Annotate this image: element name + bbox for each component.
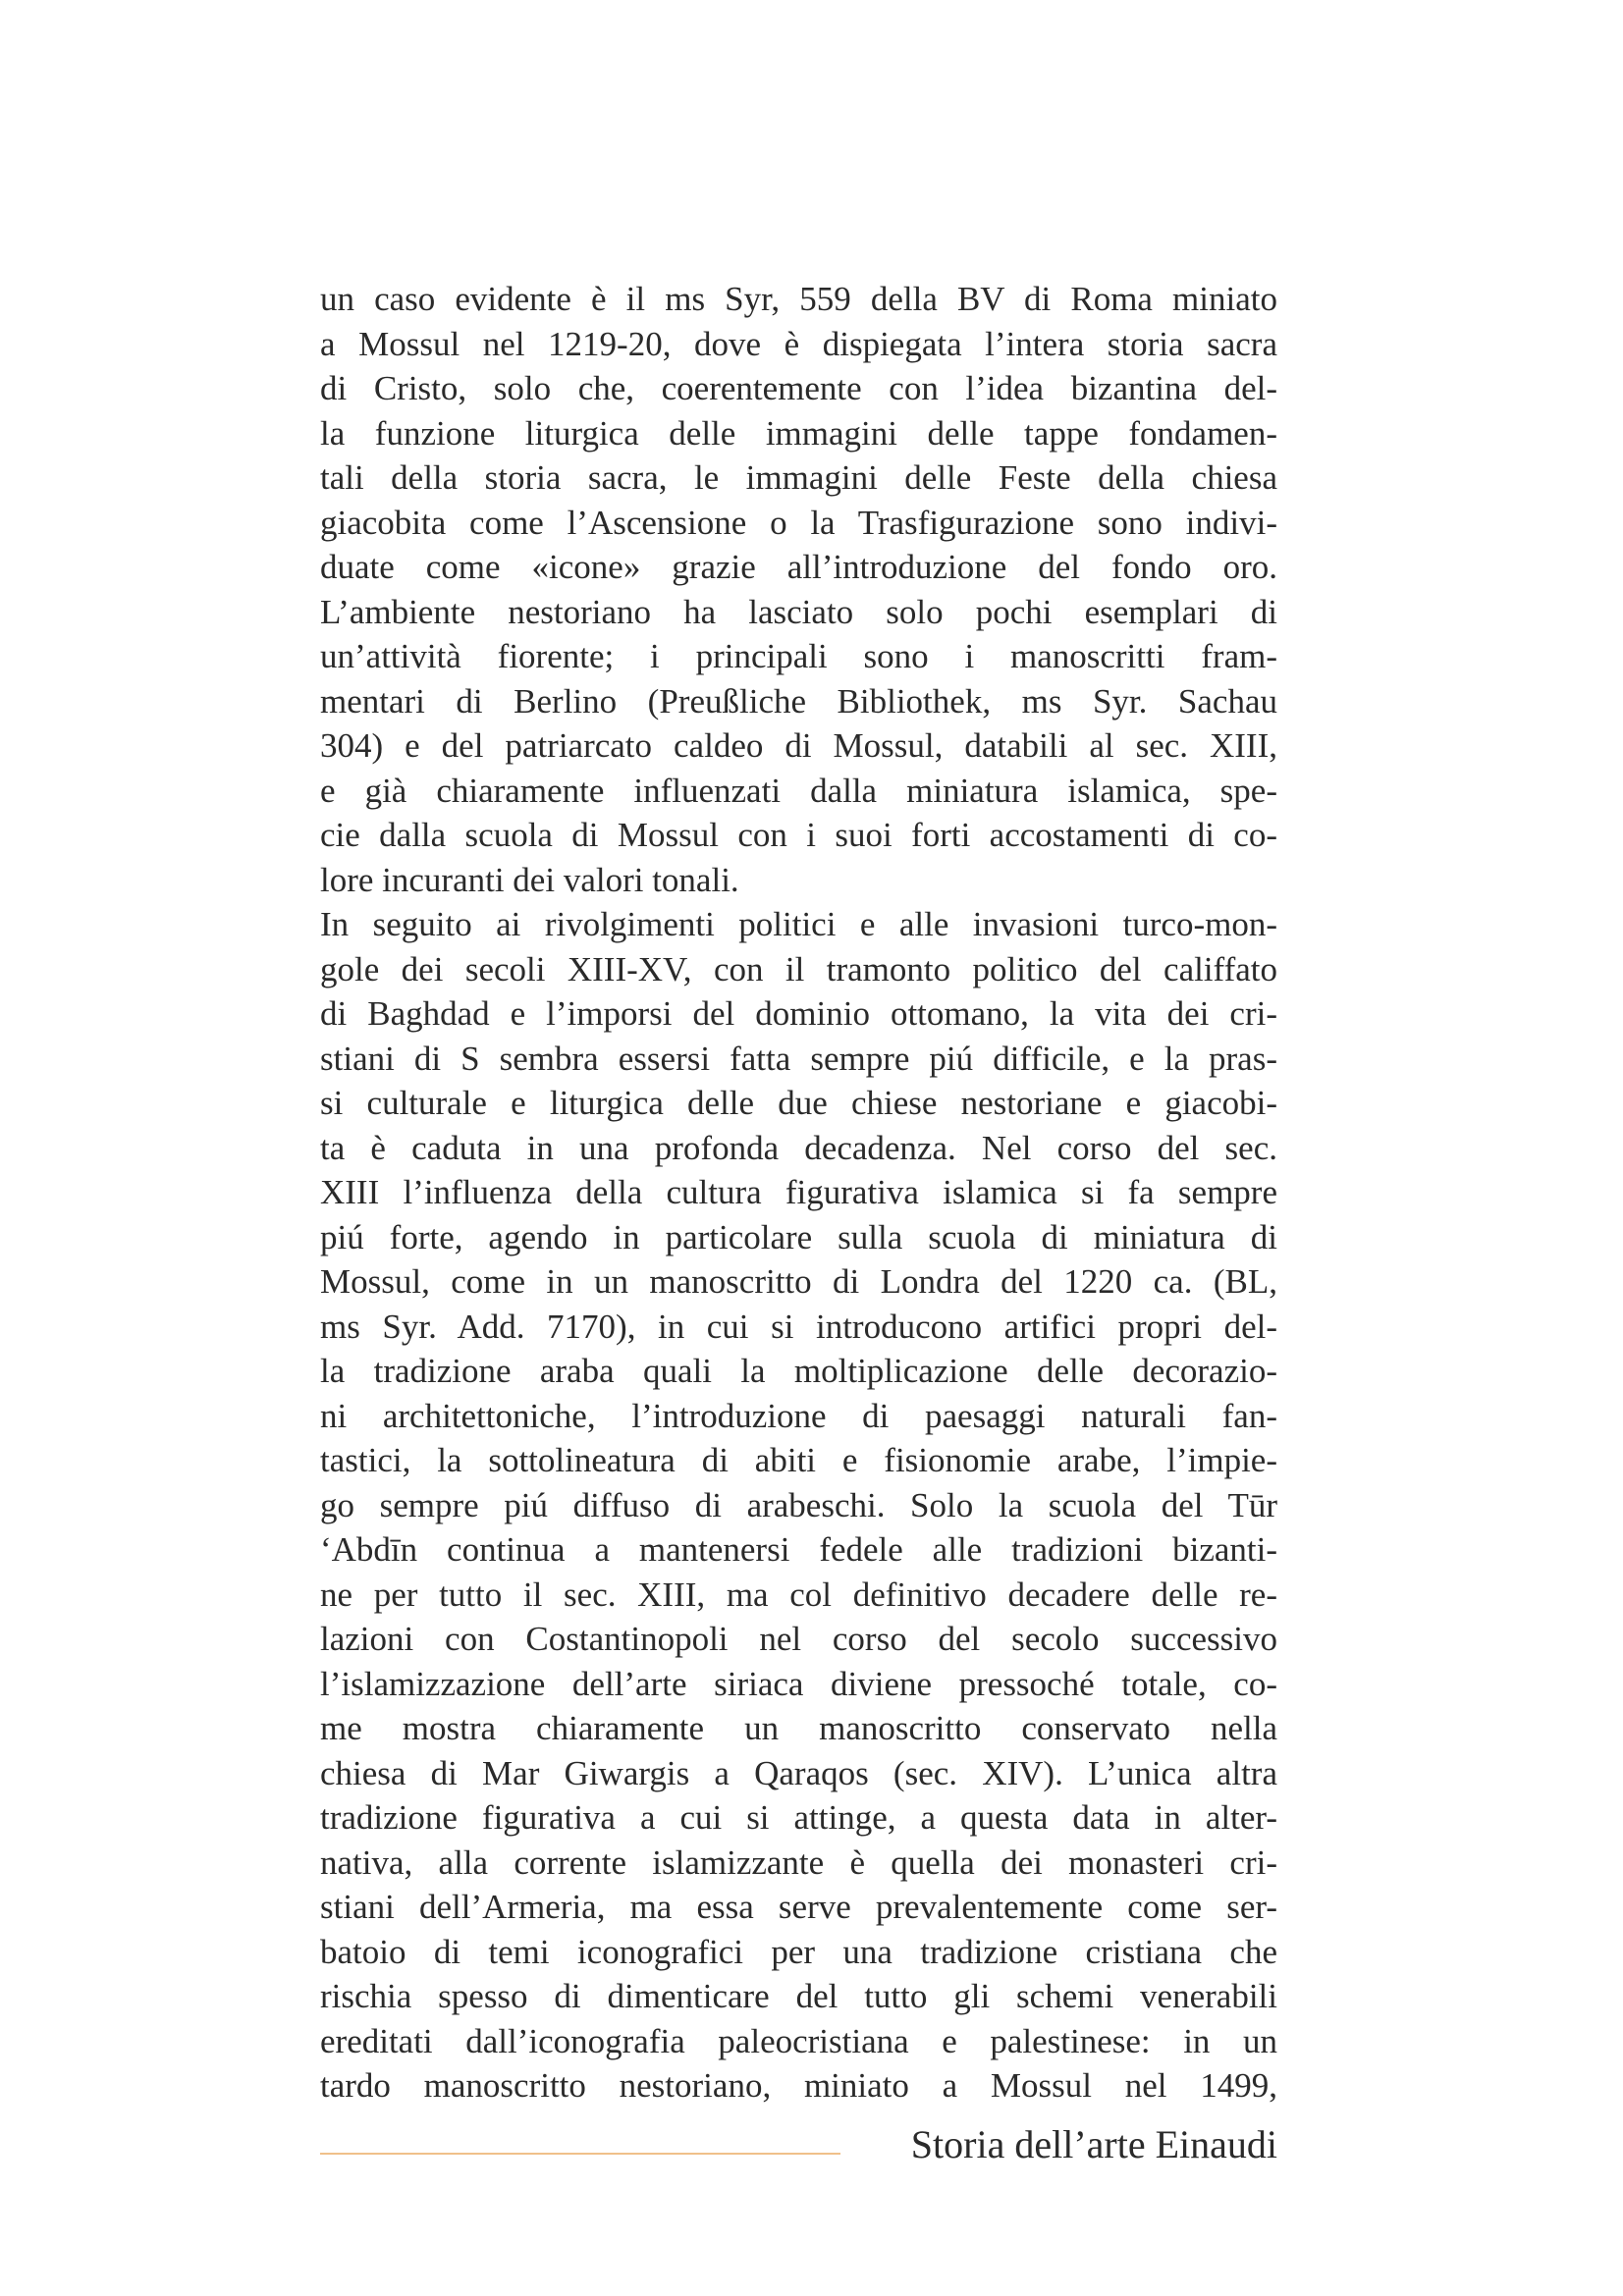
text-line: tradizione figurativa a cui si attinge, a questa data in alter-	[320, 1798, 1277, 1837]
text-line: In seguito ai rivolgimenti politici e alle invasioni turco-mon-	[320, 905, 1277, 943]
text-line: ‘Abdīn continua a mantenersi fedele alle tradizioni bizanti-	[320, 1530, 1277, 1569]
text-line: ereditati dall’iconografia paleocristiana e palestinese: in un	[320, 2021, 1277, 2060]
text-line: lazioni con Costantinopoli nel corso del secolo successivo	[320, 1620, 1277, 1658]
text-line: e già chiaramente influenzati dalla miniatura islamica, spe-	[320, 771, 1277, 810]
text-line: un caso evidente è il ms Syr, 559 della BV di Roma miniato	[320, 280, 1277, 318]
text-line: piú forte, agendo in particolare sulla scuola di miniatura di	[320, 1217, 1277, 1256]
footer-divider	[320, 2153, 840, 2155]
text-line: go sempre piú diffuso di arabeschi. Solo la scuola del Tūr	[320, 1485, 1277, 1524]
text-line: si culturale e liturgica delle due chiese nestoriane e giacobi-	[320, 1084, 1277, 1122]
text-line: ms Syr. Add. 7170), in cui si introducono artifici propri del-	[320, 1307, 1277, 1346]
text-line: mentari di Berlino (Preußliche Bibliothek, ms Syr. Sachau	[320, 681, 1277, 721]
footer-publisher-label: Storia dell’arte Einaudi	[910, 2122, 1277, 2166]
text-line: XIII l’influenza della cultura figurativa islamica si fa sempre	[320, 1173, 1277, 1211]
text-line: Mossul, come in un manoscritto di Londra del 1220 ca. (BL,	[320, 1262, 1277, 1301]
text-line: ne per tutto il sec. XIII, ma col definitivo decadere delle re-	[320, 1575, 1277, 1614]
text-line: la tradizione araba quali la moltiplicazione delle decorazio-	[320, 1352, 1277, 1390]
text-line: di Baghdad e l’imporsi del dominio ottomano, la vita dei cri-	[320, 994, 1277, 1033]
text-line: nativa, alla corrente islamizzante è quella dei monasteri cri-	[320, 1842, 1277, 1882]
text-line: tali della storia sacra, le immagini delle Feste della chiesa	[320, 458, 1277, 497]
text-line: l’islamizzazione dell’arte siriaca diviene pressoché totale, co-	[320, 1664, 1277, 1703]
text-line: duate come «icone» grazie all’introduzione del fondo oro.	[320, 548, 1277, 586]
text-line: gole dei secoli XIII-XV, con il tramonto politico del califfato	[320, 949, 1277, 988]
text-line: L’ambiente nestoriano ha lasciato solo pochi esemplari di	[320, 592, 1277, 631]
text-line: 304) e del patriarcato caldeo di Mossul, databili al sec. XIII,	[320, 726, 1277, 765]
text-line: un’attività fiorente; i principali sono i manoscritti fram-	[320, 637, 1277, 675]
text-line: a Mossul nel 1219-20, dove è dispiegata l’intera storia sacra	[320, 324, 1277, 363]
text-line: cie dalla scuola di Mossul con i suoi forti accostamenti di co-	[320, 816, 1277, 854]
text-line: giacobita come l’Ascensione o la Trasfigurazione sono indivi-	[320, 503, 1277, 542]
text-line: ta è caduta in una profonda decadenza. Nel corso del sec.	[320, 1128, 1277, 1167]
text-line: batoio di temi iconografici per una tradizione cristiana che	[320, 1932, 1277, 1971]
body-text	[320, 277, 1277, 2109]
text-line: la funzione liturgica delle immagini delle tappe fondamen-	[320, 413, 1277, 453]
text-line: stiani di S sembra essersi fatta sempre piú difficile, e la pras-	[320, 1039, 1277, 1078]
text-line: tardo manoscritto nestoriano, miniato a Mossul nel 1499,	[320, 2066, 1277, 2105]
text-line: chiesa di Mar Giwargis a Qaraqos (sec. XIV). L’unica altra	[320, 1753, 1277, 1792]
text-line: stiani dell’Armeria, ma essa serve prevalentemente come ser-	[320, 1888, 1277, 1926]
text-line: lore incuranti dei valori tonali.	[320, 860, 739, 899]
text-line: rischia spesso di dimenticare del tutto gli schemi venerabili	[320, 1977, 1277, 2015]
text-line: ni architettoniche, l’introduzione di paesaggi naturali fan-	[320, 1396, 1277, 1435]
text-line: tastici, la sottolineatura di abiti e fisionomie arabe, l’impie-	[320, 1441, 1277, 1479]
text-line: me mostra chiaramente un manoscritto conservato nella	[320, 1709, 1277, 1747]
text-line: di Cristo, solo che, coerentemente con l’idea bizantina del-	[320, 369, 1277, 407]
